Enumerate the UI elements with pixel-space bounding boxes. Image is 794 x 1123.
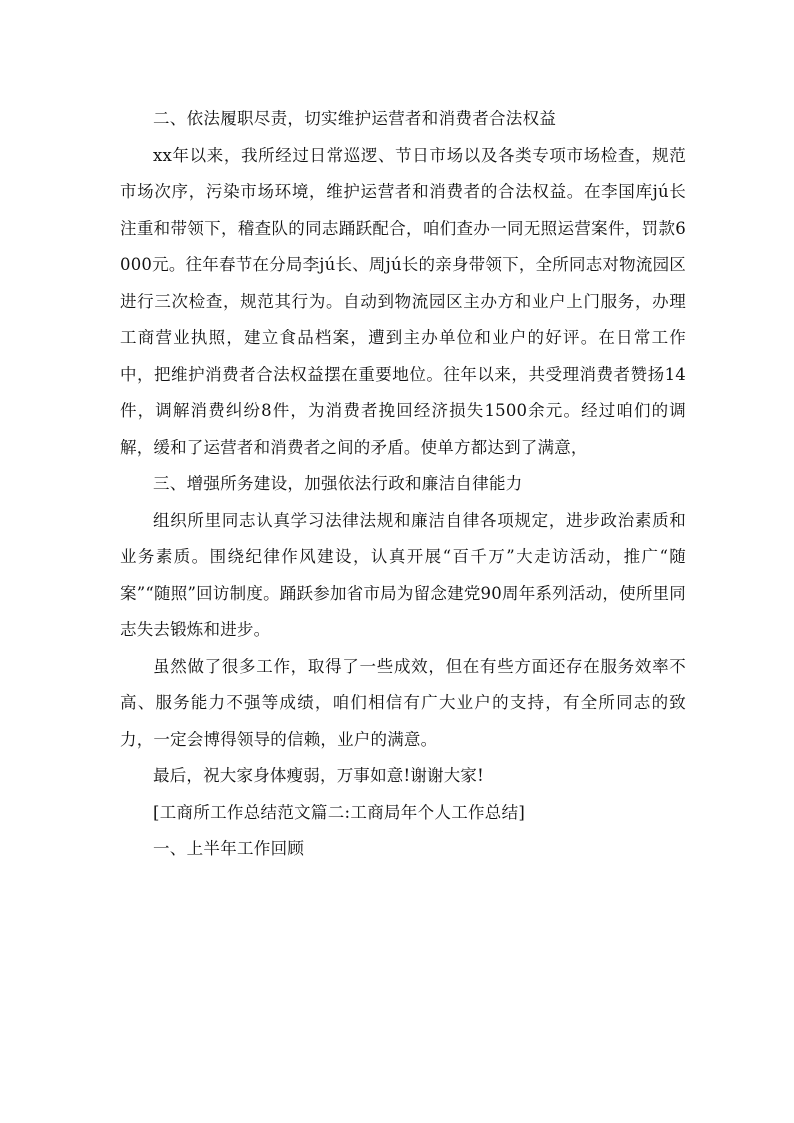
document-body bbox=[120, 101, 686, 868]
paragraph-shortcomings: 虽然做了很多工作，取得了一些成效，但在有些方面还存在服务效率不高、服务能力不强等成绩，咱们相信有广大业户的支持，有全所同志的致力，一定会博得领导的信赖，业户的满意。 bbox=[120, 656, 686, 749]
section-heading-3: 三、增强所务建设，加强依法行政和廉洁自律能力 bbox=[153, 474, 523, 493]
paragraph-closing-wishes: 最后，祝大家身体瘦弱，万事如意!谢谢大家! bbox=[153, 766, 484, 785]
section-heading-1: 一、上半年工作回顾 bbox=[153, 839, 305, 858]
article-title-bracket: [工商所工作总结范文篇二:工商局年个人工作总结] bbox=[153, 802, 526, 822]
paragraph-team-building: 组织所里同志认真学习法律法规和廉洁自律各项规定，进步政治素质和业务素质。围绕纪律作风建设，认真开展“百千万”大走访活动，推广“随案”“随照”回访制度。踊跃参加省市局为留念建党90周年系列活动，使所里同志失去锻炼和进步。 bbox=[120, 510, 686, 639]
section-heading-2: 二、依法履职尽责，切实维护运营者和消费者合法权益 bbox=[153, 109, 557, 128]
paragraph-consumer-rights: xx年以来，我所经过日常巡逻、节日市场以及各类专项市场检查，规范市场次序，污染市场环境，维护运营者和消费者的合法权益。在李国库jú长注重和带领下，稽查队的同志踊跃配合，咱们查办一同无照运营案件，罚款6000元。往年春节在分局李jú长、周jú长的亲身带领下，全所同志对物流园区进行三次检查，规范其行为。自动到物流园区主办方和业户上门服务，办理工商营业执照，建立食品档案，遭到主办单位和业户的好评。在日常工作中，把维护消费者合法权益摆在重要地位。往年以来，共受理消费者赞扬14件，调解消费纠纷8件，为消费者挽回经济损失1500余元。经过咱们的调解，缓和了运营者和消费者之间的矛盾。使单方都达到了满意， bbox=[120, 145, 686, 457]
